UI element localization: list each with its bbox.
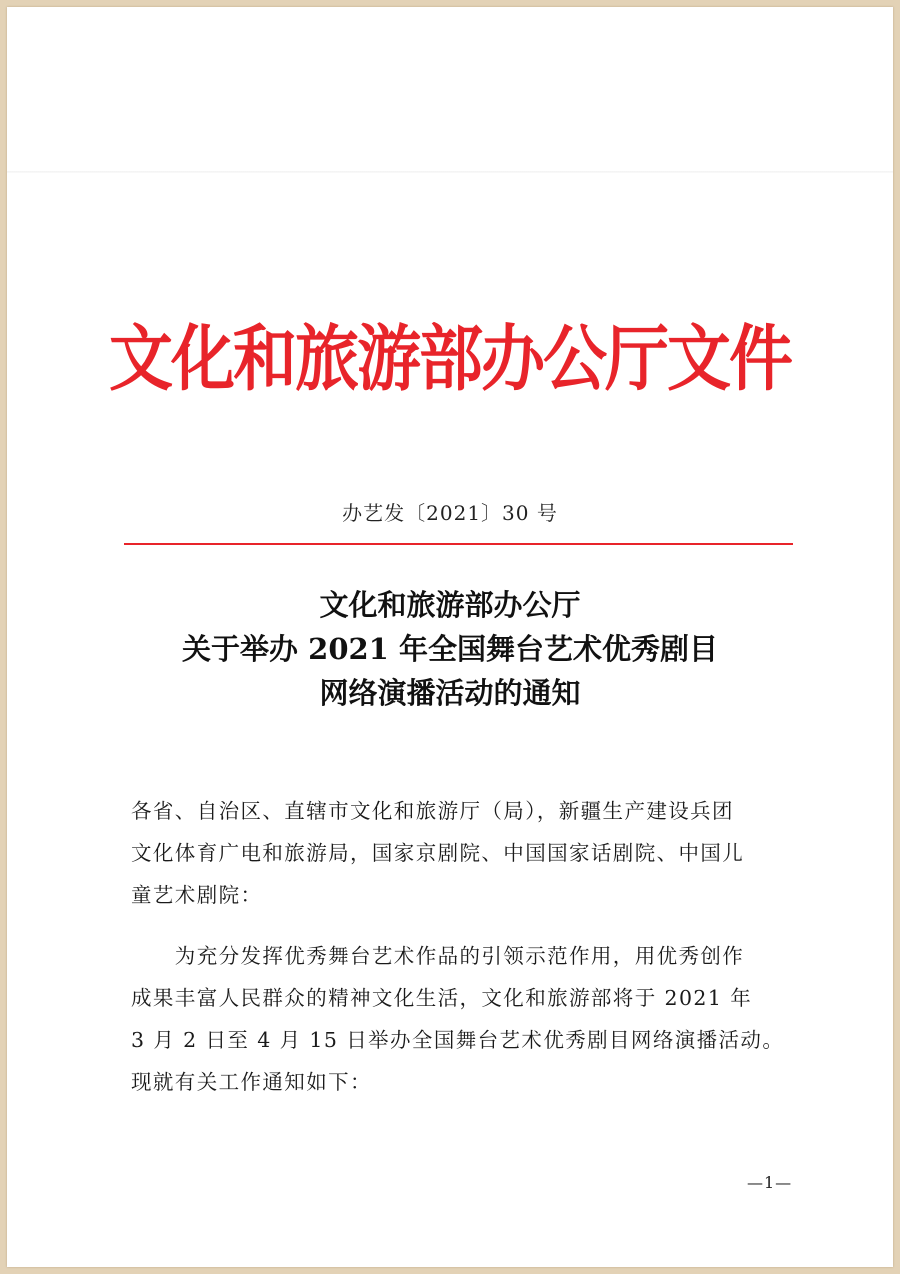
paragraph-line-1: 为充分发挥优秀舞台艺术作品的引领示范作用，用优秀创作 xyxy=(131,944,745,968)
page-number: —1— xyxy=(747,1173,793,1192)
issuer-header-title: 文化和旅游部办公厅文件 xyxy=(109,317,791,402)
page-crease xyxy=(7,171,893,173)
document-page xyxy=(7,7,893,1267)
salutation-line-3: 童艺术剧院： xyxy=(131,883,263,907)
salutation-line-1: 各省、自治区、直辖市文化和旅游厅（局），新疆生产建设兵团 xyxy=(131,799,734,823)
document-number: 办艺发〔2021〕30 号 xyxy=(342,501,558,525)
notice-title xyxy=(7,583,893,715)
salutation-line-2: 文化体育广电和旅游局，国家京剧院、中国国家话剧院、中国儿 xyxy=(131,841,745,865)
notice-title-line-1: 文化和旅游部办公厅 xyxy=(319,588,581,622)
paragraph-line-2: 成果丰富人民群众的精神文化生活，文化和旅游部将于 2021 年 xyxy=(131,986,753,1010)
paragraph-line-3: 3 月 2 日至 4 月 15 日举办全国舞台艺术优秀剧目网络演播活动。 xyxy=(131,1028,785,1052)
body-paragraph xyxy=(131,935,801,1103)
paragraph-line-4: 现就有关工作通知如下： xyxy=(131,1070,372,1094)
red-divider-line xyxy=(124,543,793,545)
notice-title-line-3: 网络演播活动的通知 xyxy=(319,676,581,710)
notice-title-line-2: 关于举办 2021 年全国舞台艺术优秀剧目 xyxy=(182,632,718,666)
salutation xyxy=(131,790,801,916)
